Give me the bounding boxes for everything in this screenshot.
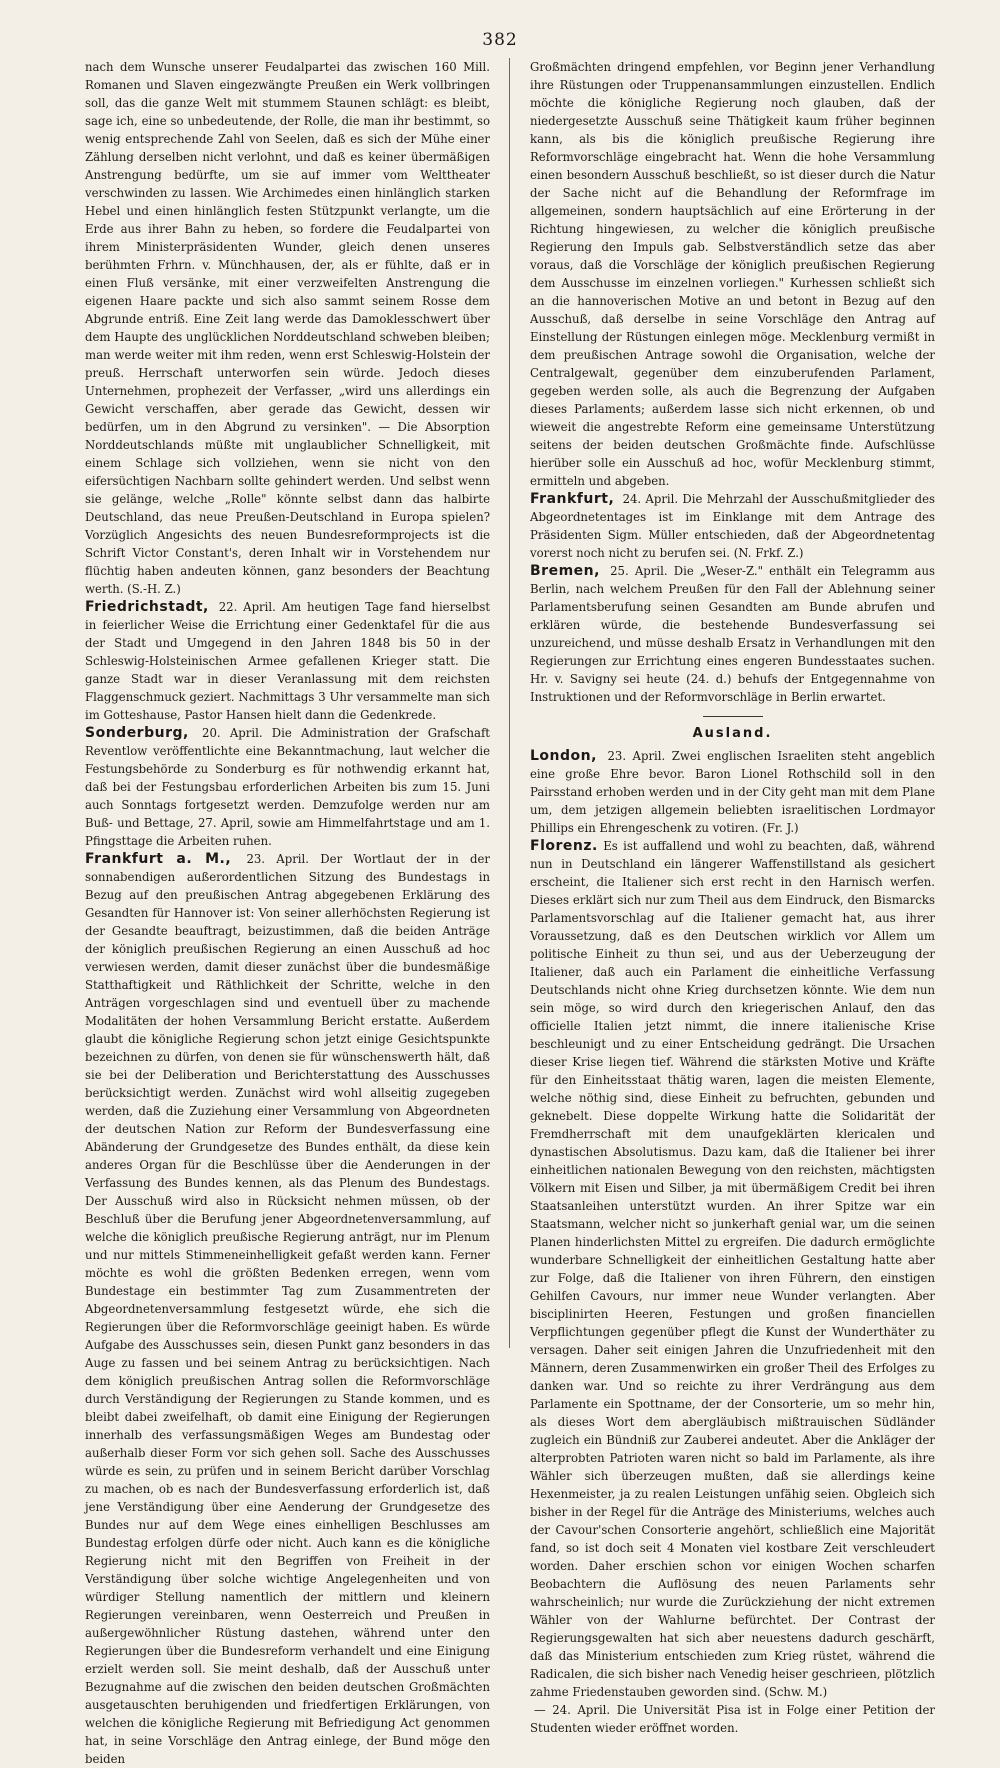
intro-text: nach dem Wunsche unserer Feudalpartei das zwischen 160 Mill. Romanen und Slaven eingezwängte Preußen ein Werk vollbringen soll, das die ganze Welt mit stummem Staunen schlägt: es bleibt, sage ich, eine so unbedeutende, der Rolle, die man ihr bestimmt, so wenig entsprechende Zahl von Seelen, daß es sich der Mühe einer Zählung derselben nicht verlohnt, und daß es keiner übermäßigen Anstrengung bedürfte, um sie auf immer vom Welttheater verschwinden zu lassen. Wie Archimedes einen hinlänglich starken Hebel und einen hinlänglich festen Stützpunkt verlangte, um die Erde aus ihrer Bahn zu heben, so fordere die Feudalpartei von ihrem Ministerpräsidenten Wunder, gleich denen unseres berühmten Frhrn. v. Münchhausen, der, als er fühlte, daß er in einen Fluß versänke, mit einer verzweifelten Anstrengung die eigenen Haare packte und sich also sammt seinem Rosse dem Abgrunde entriß. Eine Zeit lang werde das Damoklesschwert über dem Haupte des unglücklichen Norddeutschland schweben bleiben; man werde weiter mit ihm reden, wenn erst Schleswig-Holstein der preuß. Herrschaft unterworfen sein würde. Jedoch dieses Unternehmen, prophezeit der Verfasser, „wird uns allerdings ein Gewicht verschaffen, aber gerade das Gewicht, dessen wir bedürfen, um in den Abgrund zu versinken". — Die Absorption Norddeutschlands müßte mit unglaublicher Schnelligkeit, mit einem Schlage sich vollziehen, wenn sie nicht von den eifersüchtigen Nachbarn sollte gehindert werden. Und selbst wenn sie gelänge, welche „Rolle" könnte selbst dann das halbirte Deutschland, das neue Preußen-Deutschland in Europa spielen? Vorzüglich Angesichts des neuen Bundesreformprojects ist die Schrift Victor Constant's, deren Inhalt wir in Vorstehendem nur flüchtig haben andeuten können, ganz besonders der Beachtung werth. (S.-H. Z.) (85, 60, 490, 596)
article-florenz (530, 837, 935, 1701)
article-frankfurt-continued (530, 58, 935, 490)
sonderburg-date: 20. April. (202, 726, 263, 740)
frankfurt2-text: Die Mehrzahl der Ausschußmitglieder des Abgeordnetentages ist im Einklange mit dem Antrage des Präsidenten Sigm. Müller entschieden, daß der Abgeordnetentag vorerst noch nicht zu berufen sei. (N. Frkf. Z.) (530, 492, 936, 560)
frankfurt-dateline: Frankfurt a. M., (85, 851, 232, 867)
london-date: 23. April. (607, 749, 666, 763)
article-intro-continued (85, 58, 490, 598)
article-london (530, 747, 935, 837)
article-sonderburg (85, 724, 490, 850)
article-frankfurt-24 (530, 490, 935, 562)
column-divider (509, 58, 510, 1348)
frankfurt2-dateline: Frankfurt, (530, 491, 615, 507)
bremen-date: 25. April. (610, 564, 668, 578)
frankfurt-date: 23. April. (246, 852, 310, 866)
section-heading-ausland: Ausland. (692, 726, 773, 741)
florenz2-text: Die Universität Pisa ist in Folge einer Petition der Studenten wieder eröffnet worden. (530, 1703, 935, 1735)
article-friedrichstadt (85, 598, 490, 724)
article-florenz-24 (530, 1701, 935, 1737)
florenz-dateline: Florenz. (530, 838, 598, 854)
florenz2-date: — 24. April. (534, 1703, 611, 1717)
frankfurt-continued-text: Großmächten dringend empfehlen, vor Beginn jener Verhandlung ihre Rüstungen oder Truppenansammlungen einzustellen. Endlich möchte die königliche Regierung noch glauben, daß der niedergesetzte Ausschuß seine Thätigkeit kaum früher beginnen kann, als bis die königlich preußische Regierung ihre Reformvorschläge eingebracht hat. Wenn die hohe Versammlung einen besondern Ausschuß beschließt, so ist dieser durch die Natur der Sache nicht auf die Behandlung der Reformfrage im allgemeinen, sondern hauptsächlich auf eine Erörterung in der Richtung hingewiesen, zu welcher die königlich preußische Regierung den Impuls gab. Selbstverständlich setze das aber voraus, daß die Vorschläge der königlich preußischen Regierung dem Ausschusse im einzelnen vorliegen." Kurhessen schließt sich an die hannoverischen Motive an und betont in Bezug auf den Ausschuß, daß derselbe in seine Vorschläge den Antrag auf Einstellung der Rüstungen einlegen möge. Mecklenburg vermißt in dem preußischen Antrage sowohl die Organisation, welche der Centralgewalt, gegenüber dem einzuberufenden Parlament, gegeben werden solle, als auch die Begrenzung der Aufgaben dieses Parlaments; außerdem lasse sich nicht erkennen, ob und wieweit die angestrebte Reform eine gemeinsame Unterstützung seitens der beiden deutschen Großmächte finde. Aufschlüsse hierüber solle ein Ausschuß ad hoc, wofür Mecklenburg stimmt, ermitteln und abgeben. (530, 60, 935, 488)
friedrichstadt-dateline: Friedrichstadt, (85, 599, 209, 615)
section-rule (703, 716, 763, 717)
sonderburg-text: Die Administration der Grafschaft Reventlow veröffentlichte eine Bekanntmachung, laut welcher die Festungsbehörde zu Sonderburg es für nothwendig erkannt hat, daß bei der Festungsbau erforderlichen Arbeiten bis zum 15. Juni auch Sonntags fortgesetzt werden. Demzufolge werden nur am Buß- und Bettage, 27. April, sowie am Himmelfahrtstage und am 1. Pfingsttage die Arbeiten ruhen. (85, 726, 490, 848)
frankfurt-text: Der Wortlaut der in der sonnabendigen außerordentlichen Sitzung des Bundestags in Bezug auf den preußischen Antrag abgegebenen Erklärung des Gesandten für Hannover ist: Von seiner allerhöchsten Regierung ist der Gesandte beauftragt, beizustimmen, daß die beiden Anträge der königlich preußischen Regierung an einen Ausschuß ad hoc verwiesen werden, damit dieser zunächst über die bundesmäßige Statthaftigkeit und Räthlichkeit der Schritte, welche in den Anträgen vorgeschlagen sind und eventuell über zu machende Modalitäten der hohen Versammlung Bericht erstatte. Außerdem glaubt die königliche Regierung schon jetzt einige Gesichtspunkte bezeichnen zu dürfen, von denen sie für wünschenswerth hält, daß sie bei der Deliberation und Berichterstattung des Ausschusses berücksichtigt werden. Zunächst wird wohl allseitig zugegeben werden, daß die Zuziehung einer Versammlung von Abgeordneten der deutschen Nation zur Reform der Bundesverfassung eine Abänderung der Grundgesetze des Bundes enthält, da diese kein anderes Organ für die Beschlüsse über die Aenderungen in der Verfassung des Bundes kennen, als das Plenum des Bundestags. Der Ausschuß wird also in Rücksicht nehmen müssen, ob der Beschluß über die Berufung jener Abgeordnetenversammlung, auf welche die königlich preußische Regierung anträgt, nur im Plenum und nur mittels Stimmeneinhelligkeit gefaßt werden kann. Ferner möchte es wohl die größten Bedenken erregen, wenn vom Bundestage ein bestimmter Tag zum Zusammentreten der Abgeordnetenversammlung festgesetzt würde, ehe sich die Regierungen über die Reformvorschläge geeinigt haben. Es würde Aufgabe des Ausschusses sein, diesen Punkt ganz besonders in das Auge zu fassen und bei seinem Antrag zu berücksichtigen. Nach dem königlich preußischen Antrag sollen die Reformvorschläge durch Verständigung der Regierungen zu Stande kommen, und es bleibt dabei zweifelhaft, ob damit eine Einigung der Regierungen innerhalb des verfassungsmäßigen Weges am Bundestag oder außerhalb dieser Form vor sich gehen soll. Sache des Ausschusses würde es sein, zu prüfen und in seinem Bericht darüber Vorschlag zu machen, ob es nach der Bundesverfassung erforderlich ist, daß jene Verständigung über eine Aenderung der Grundgesetze des Bundes nur auf dem Wege eines einhelligen Beschlusses am Bundestag erfolgen dürfe oder nicht. Auch kann es die königliche Regierung nicht mit den Begriffen von Freiheit in der Verständigung über solche wichtige Angelegenheiten und von würdiger Stellung namentlich der mittlern und kleinern Regierungen vereinbaren, wenn Oesterreich und Preußen in außergewöhnlicher Rüstung dastehen, während unter den Regierungen über die Bundesreform verhandelt und eine Einigung erzielt werden soll. Sie meint deshalb, daß der Ausschuß unter Bezugnahme auf die zwischen den beiden deutschen Großmächten ausgetauschten beruhigenden und friedfertigen Erklärungen, von welchen die königliche Regierung mit Befriedigung Act genommen hat, in seine Vorschläge den Antrag einlege, der Bund möge den beiden (85, 852, 490, 1766)
article-frankfurt-am-main (85, 850, 490, 1768)
sonderburg-dateline: Sonderburg, (85, 725, 189, 741)
friedrichstadt-text: Am heutigen Tage fand hierselbst in feierlicher Weise die Errichtung einer Gedenktafel für die aus der Stadt und Umgegend in den Jahren 1848 bis 50 in der Schleswig-Holsteinischen Armee gefallenen Krieger statt. Die ganze Stadt war in dieser Veranlassung mit dem reichsten Flaggenschmuck geziert. Nachmittags 3 Uhr versammelte man sich im Gotteshause, Pastor Hansen hielt dann die Gedenkrede. (85, 600, 491, 722)
bremen-text: Die „Weser-Z." enthält ein Telegramm aus Berlin, nach welchem Preußen für den Fall der Ablehnung seiner Parlamentsberufung seinen Gesandten am Bunde abrufen und erklären würde, die bestehende Bundesverfassung sei unzureichend, und müsse deshalb Ersatz in Verhandlungen mit den Regierungen zur Errichtung eines engeren Bundesstaates suchen. Hr. v. Savigny sei heute (24. d.) behufs der Entgegennahme von Instruktionen und der Reformvorschläge in Berlin erwartet. (530, 564, 935, 704)
page-number: 382 (482, 30, 518, 50)
friedrichstadt-date: 22. April. (218, 600, 276, 614)
bremen-dateline: Bremen, (530, 563, 600, 579)
right-column (530, 58, 936, 1735)
frankfurt2-date: 24. April. (622, 492, 679, 506)
florenz-text: Es ist auffallend und wohl zu beachten, daß, während nun in Deutschland ein längerer Waffenstillstand als gesichert erscheint, die Italiener sich erst recht in den Harnisch werfen. Dieses erklärt sich nur zum Theil aus dem Eindruck, den Bismarcks Parlamentsvorschlag auf die Italiener gemacht hat, aus ihrer Voraussetzung, daß es den Deutschen wirklich vor Allem um politische Einheit zu thun sei, und aus der Ueberzeugung der Italiener, daß auch ein Parlament die einheitliche Verfassung Deutschlands nicht ohne Krieg durchsetzen könnte. Wie dem nun sein möge, so wird durch den kriegerischen Anlauf, den das officielle Italien jetzt nimmt, die innere italienische Krise beschleunigt und zu einer Entscheidung gedrängt. Die Ursachen dieser Krise liegen tief. Während die stärksten Motive und Kräfte für den Einheitsstaat thätig waren, lagen die meisten Elemente, welche nöthig sind, diese Einheit zu befruchten, gebunden und geknebelt. Diese doppelte Wirkung hatte die Solidarität der Fremdherrschaft mit dem unaufgeklärten klericalen und dynastischen Absolutismus. Dazu kam, daß die Italiener bei ihrer einheitlichen nationalen Bewegung von den reichsten, mächtigsten Völkern mit Eisen und Silber, ja mit übermäßigem Credit bei ihren Staatsanleihen unterstützt wurden. An ihrer Spitze war ein Staatsmann, welcher nicht so junkerhaft genial war, um die seinen Planen hinderlichsten Mittel zu ergreifen. Die dadurch ermöglichte wunderbare Schnelligkeit der einheitlichen Gestaltung hatte aber zur Folge, daß die Italiener von ihren Führern, den einstigen Gehilfen Cavours, nur immer neue Wunder verlangten. Aber bisciplinirten Heeren, Festungen und großen financiellen Verpflichtungen gegenüber pflegt die Kunst der Wunderthäter zu versagen. Daher seit einigen Jahren die Unzufriedenheit mit den Männern, deren Zusammenwirken ein großer Theil des Erfolges zu danken war. Und so reichte zu ihrer Verdrängung aus dem Parlamente ein Spottname, der der Consorterie, um so mehr hin, als dieses Wort dem abergläubisch mißtrauischen Südländer zugleich ein Bündniß zur Zauberei andeutet. Aber die Ankläger der alterprobten Patrioten waren nicht so bald im Parlamente, als ihre Wähler sich überzeugen mußten, daß sie allerdings keine Hexenmeister, ja zu realen Leistungen unfähig seien. Obgleich sich bisher in der Regel für die Anträge des Ministeriums, welches auch der Cavour'schen Consorterie angehört, schließlich eine Majorität fand, so ist doch seit 4 Monaten viel kostbare Zeit verschleudert worden. Daher erschien schon vor einigen Wochen scharfen Beobachtern die Auflösung des neuen Parlaments sehr wahrscheinlich; nur wurde die Zurückziehung der nicht extremen Wähler von der Wahlurne befürchtet. Der Contrast der Regierungsgewalten hat sich aber neuestens dadurch geschärft, daß das Ministerium entschieden zum Krieg rüstet, während die Radicalen, die sich bisher nach Venedig heiser geschrieen, plötzlich zahme Friedenstauben geworden sind. (Schw. M.) (530, 839, 935, 1699)
article-bremen (530, 562, 935, 706)
london-dateline: London, (530, 748, 597, 764)
london-text: Zwei englischen Israeliten steht angeblich eine große Ehre bevor. Baron Lionel Rothschild soll in den Pairsstand erhoben werden und in der City geht man mit dem Plane um, dem jetzigen allgemein beliebten israelitischen Lordmayor Phillips ein Ehrengeschenk zu votiren. (Fr. J.) (530, 749, 935, 835)
left-column (85, 58, 491, 1766)
